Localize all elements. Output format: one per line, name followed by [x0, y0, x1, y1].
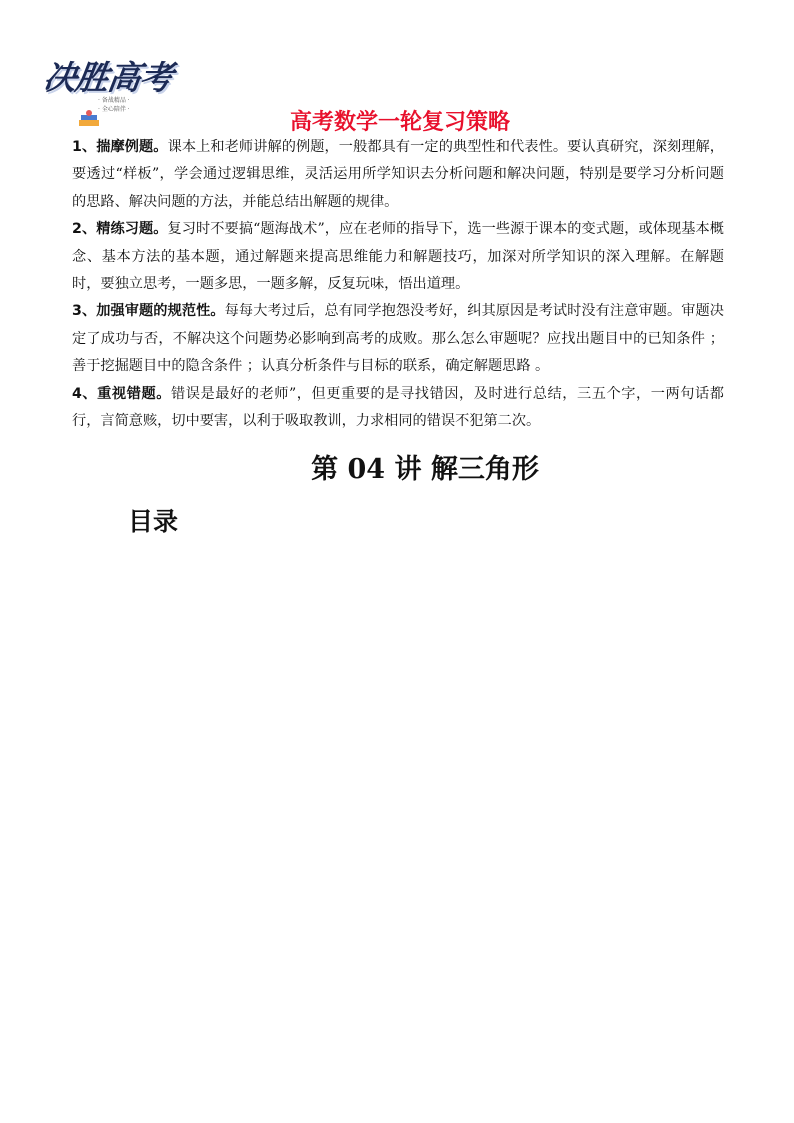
- paragraph-lead: 2、精练习题。: [72, 221, 168, 238]
- paragraph-text: 复习时不要搞“题海战术”，应在老师的指导下，选一些源于课本的变式题，或体现基本概念、基本方法的基本题，通过解题来提高思维能力和解题技巧，加深对所学知识的深入理解。在解题时，要独立思考，一题多思，一题多解，反复玩味，悟出道理。: [72, 221, 724, 293]
- paragraph-text: 每每大考过后，总有同学抱怨没考好，纠其原因是考试时没有注意审题。审题决定了成功与否，不解决这个问题势必影响到高考的成败。那么怎么审题呢？应找出题目中的已知条件 ；善于挖掘题目中的隐含条件 ；认真分析条件与目标的联系，确定解题思路 。: [72, 303, 724, 375]
- lecture-title: 第 04 讲 解三角形: [311, 454, 539, 485]
- strategy-content: [72, 134, 724, 435]
- toc-heading: 目录: [128, 507, 179, 536]
- strategy-paragraph: [72, 381, 724, 436]
- paragraph-text: 课本上和老师讲解的例题，一般都具有一定的典型性和代表性。要认真研究，深刻理解，要透过“样板”，学会通过逻辑思维，灵活运用所学知识去分析问题和解决问题，特别是要学习分析问题的思路、解决问题的方法，并能总结出解题的规律。: [72, 139, 724, 210]
- logo-sub-line: · 备战精品 ·: [98, 97, 130, 104]
- strategy-paragraph: [72, 216, 724, 298]
- logo-sub-line: · 全心陪伴 ·: [98, 106, 130, 113]
- strategy-title: 高考数学一轮复习策略: [289, 110, 510, 135]
- strategy-paragraph: [72, 298, 724, 380]
- paragraph-text: 错误是最好的老师”，但更重要的是寻找错因，及时进行总结，三五个字，一两句话都行，言简意赅，切中要害，以利于吸取教训，力求相同的错误不犯第二次。: [72, 385, 724, 430]
- strategy-paragraph: [72, 134, 724, 216]
- paragraph-lead: 1、揣摩例题。: [72, 139, 168, 155]
- logo-brand-text: 决胜高考: [40, 58, 175, 97]
- paragraph-lead: 3、加强审题的规范性。: [72, 303, 225, 320]
- paragraph-lead: 4、重视错题。: [72, 385, 171, 402]
